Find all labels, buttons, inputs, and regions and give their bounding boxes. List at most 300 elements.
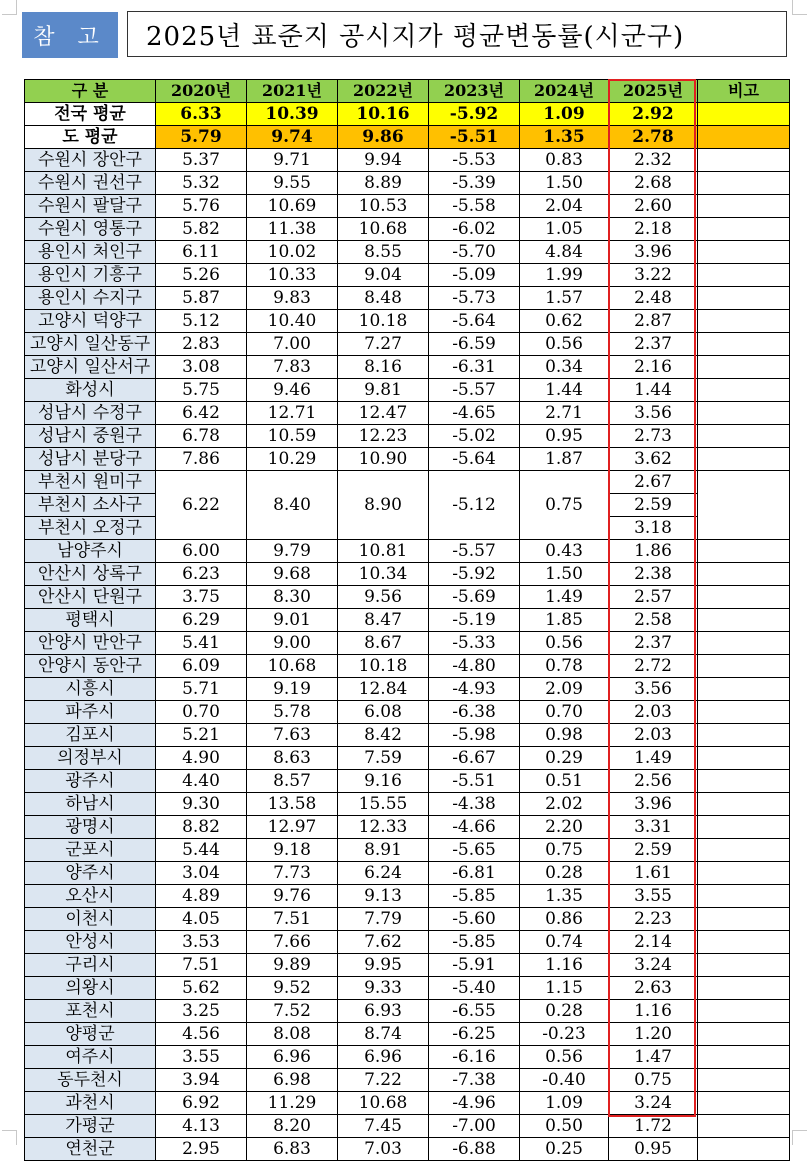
rate-cell: 2.03 [609,701,698,724]
rate-cell: 1.16 [609,1000,698,1023]
rate-cell: -6.88 [429,1138,520,1161]
region-name: 부천시 오정구 [25,517,156,540]
rate-cell: 4.90 [156,747,247,770]
note-cell [698,379,790,402]
rate-cell: 0.95 [520,425,609,448]
rate-cell: 2.37 [609,333,698,356]
rate-cell: 10.39 [247,103,338,126]
rate-cell: 2.02 [520,793,609,816]
note-cell [698,931,790,954]
rate-cell: -5.92 [429,563,520,586]
note-cell [698,770,790,793]
rate-cell: 12.33 [338,816,429,839]
note-cell [698,195,790,218]
rate-cell: -5.91 [429,954,520,977]
rate-cell: 6.93 [338,1000,429,1023]
rate-cell: 1.86 [609,540,698,563]
rate-cell: 9.33 [338,977,429,1000]
rate-cell: 8.82 [156,816,247,839]
rate-cell: 9.76 [247,885,338,908]
table-row [25,678,790,701]
rate-cell: 8.48 [338,287,429,310]
rate-cell: 2.59 [609,494,698,517]
rate-cell: 2.38 [609,563,698,586]
region-name: 연천군 [25,1138,156,1161]
header-2025: 2025년 [609,80,698,103]
region-name: 안양시 만안구 [25,632,156,655]
rate-cell: 3.04 [156,862,247,885]
rate-cell: 5.26 [156,264,247,287]
rate-cell: 12.97 [247,816,338,839]
rate-cell: 2.83 [156,333,247,356]
rate-cell: 4.56 [156,1023,247,1046]
rate-cell: -5.60 [429,908,520,931]
rate-cell: 3.56 [609,402,698,425]
rate-cell: 5.62 [156,977,247,1000]
rate-cell: 2.63 [609,977,698,1000]
region-name: 과천시 [25,1092,156,1115]
rate-cell: 1.57 [520,287,609,310]
region-name: 고양시 일산동구 [25,333,156,356]
rate-cell: -7.00 [429,1115,520,1138]
rate-cell: 0.34 [520,356,609,379]
rate-cell: 10.68 [338,218,429,241]
rate-cell: 7.03 [338,1138,429,1161]
rate-cell: -4.65 [429,402,520,425]
rate-cell: 9.04 [338,264,429,287]
rate-cell: -5.64 [429,310,520,333]
rate-cell: -5.09 [429,264,520,287]
rate-cell: -6.25 [429,1023,520,1046]
rate-cell: 6.23 [156,563,247,586]
rate-cell: 5.82 [156,218,247,241]
corner-mark-top-right [792,0,807,15]
rate-cell: -5.53 [429,149,520,172]
rate-cell: -6.81 [429,862,520,885]
rate-cell: 10.18 [338,310,429,333]
rate-cell: -5.40 [429,977,520,1000]
rate-cell: -4.96 [429,1092,520,1115]
rate-cell: 12.71 [247,402,338,425]
rate-cell: 10.68 [338,1092,429,1115]
rate-cell: 1.50 [520,563,609,586]
region-name: 수원시 권선구 [25,172,156,195]
table-row [25,1023,790,1046]
rate-cell: -5.51 [429,126,520,149]
rate-cell: 8.08 [247,1023,338,1046]
rate-cell: 7.45 [338,1115,429,1138]
rate-cell: 1.47 [609,1046,698,1069]
note-cell [698,655,790,678]
rate-cell: 3.94 [156,1069,247,1092]
rate-cell: 9.55 [247,172,338,195]
rate-cell: 10.68 [247,655,338,678]
table-row [25,885,790,908]
rate-cell: 3.75 [156,586,247,609]
region-name: 도 평균 [25,126,156,149]
note-cell [698,287,790,310]
rate-cell: 2.04 [520,195,609,218]
rate-cell: 1.20 [609,1023,698,1046]
rate-cell: 2.72 [609,655,698,678]
note-cell [698,333,790,356]
rate-cell: 5.76 [156,195,247,218]
table-row [25,839,790,862]
rate-cell: 4.40 [156,770,247,793]
rate-cell: 9.30 [156,793,247,816]
rate-cell: 5.21 [156,724,247,747]
rate-cell: 3.24 [609,954,698,977]
region-name: 화성시 [25,379,156,402]
rate-cell: 9.95 [338,954,429,977]
rate-cell: 5.78 [247,701,338,724]
rate-cell: 0.74 [520,931,609,954]
rate-cell: 7.52 [247,1000,338,1023]
region-name: 의왕시 [25,977,156,1000]
page-title: 2025년 표준지 공시지가 평균변동률(시군구) [127,11,787,57]
rate-cell: 6.96 [338,1046,429,1069]
rate-cell: 7.79 [338,908,429,931]
rate-cell: 3.96 [609,241,698,264]
rate-cell: 8.67 [338,632,429,655]
region-name: 고양시 덕양구 [25,310,156,333]
rate-cell: -0.23 [520,1023,609,1046]
rate-cell: 3.96 [609,793,698,816]
rate-cell: -5.57 [429,379,520,402]
rate-cell: 0.29 [520,747,609,770]
header-2023: 2023년 [429,80,520,103]
rate-cell: -6.38 [429,701,520,724]
rate-cell: 9.52 [247,977,338,1000]
rate-cell: 2.23 [609,908,698,931]
rate-cell: 10.18 [338,655,429,678]
rate-cell: 6.11 [156,241,247,264]
table-row [25,793,790,816]
rate-cell: 6.08 [338,701,429,724]
rate-cell: 2.60 [609,195,698,218]
region-name: 안성시 [25,931,156,954]
table-row [25,724,790,747]
table-row [25,287,790,310]
header-row [25,80,790,103]
region-name: 수원시 장안구 [25,149,156,172]
rate-cell: 2.20 [520,816,609,839]
table-row [25,1000,790,1023]
rate-cell: 8.20 [247,1115,338,1138]
note-cell [698,1000,790,1023]
rate-cell: 0.56 [520,333,609,356]
rate-cell: 2.87 [609,310,698,333]
rate-cell: -4.80 [429,655,520,678]
table-row [25,333,790,356]
note-cell [698,540,790,563]
rate-cell: 2.58 [609,609,698,632]
rate-cell: 4.84 [520,241,609,264]
rate-cell: 3.55 [609,885,698,908]
rate-cell: 10.81 [338,540,429,563]
table-row [25,195,790,218]
rate-cell: 3.56 [609,678,698,701]
note-cell [698,241,790,264]
rate-cell: 5.75 [156,379,247,402]
region-name: 수원시 영통구 [25,218,156,241]
corner-mark-bottom-left [2,1130,17,1145]
rate-cell: 5.71 [156,678,247,701]
merged-rate-cell: 6.22 [156,471,247,540]
note-cell [698,908,790,931]
note-cell [698,310,790,333]
rate-cell: 8.47 [338,609,429,632]
table-row [25,149,790,172]
land-price-table [24,79,790,1161]
rate-cell: 3.18 [609,517,698,540]
region-name: 하남시 [25,793,156,816]
table-row [25,1138,790,1161]
rate-cell: -5.64 [429,448,520,471]
note-cell [698,1023,790,1046]
rate-cell: 0.75 [609,1069,698,1092]
rate-cell: -5.85 [429,885,520,908]
rate-cell: 2.57 [609,586,698,609]
table-row [25,977,790,1000]
rate-cell: 10.90 [338,448,429,471]
table-row [25,540,790,563]
table-row [25,1092,790,1115]
region-name: 양평군 [25,1023,156,1046]
rate-cell: -5.85 [429,931,520,954]
rate-cell: -5.65 [429,839,520,862]
note-cell [698,1092,790,1115]
rate-cell: 2.95 [156,1138,247,1161]
note-cell [698,586,790,609]
rate-cell: 1.09 [520,103,609,126]
rate-cell: 9.81 [338,379,429,402]
rate-cell: 2.32 [609,149,698,172]
rate-cell: 1.72 [609,1115,698,1138]
rate-cell: 1.99 [520,264,609,287]
rate-cell: 2.92 [609,103,698,126]
rate-cell: 6.00 [156,540,247,563]
region-name: 구리시 [25,954,156,977]
note-cell [698,609,790,632]
rate-cell: 1.87 [520,448,609,471]
table-row [25,908,790,931]
rate-cell: 0.25 [520,1138,609,1161]
corner-mark-bottom-right [792,1130,807,1145]
rate-cell: 1.09 [520,1092,609,1115]
rate-cell: 0.98 [520,724,609,747]
rate-cell: 0.56 [520,632,609,655]
rate-cell: -6.16 [429,1046,520,1069]
rate-cell: 3.22 [609,264,698,287]
rate-cell: 9.83 [247,287,338,310]
region-name: 시흥시 [25,678,156,701]
table-row [25,655,790,678]
note-cell [698,149,790,172]
rate-cell: 12.23 [338,425,429,448]
rate-cell: 2.73 [609,425,698,448]
table-row [25,701,790,724]
region-name: 수원시 팔달구 [25,195,156,218]
rate-cell: 1.49 [520,586,609,609]
rate-cell: 8.42 [338,724,429,747]
rate-cell: 2.14 [609,931,698,954]
note-cell [698,448,790,471]
rate-cell: 10.02 [247,241,338,264]
rate-cell: 2.71 [520,402,609,425]
region-name: 군포시 [25,839,156,862]
note-cell [698,126,790,149]
rate-cell: 8.91 [338,839,429,862]
rate-cell: 9.19 [247,678,338,701]
table-row [25,1069,790,1092]
region-name: 용인시 기흥구 [25,264,156,287]
note-cell [698,264,790,287]
rate-cell: -6.67 [429,747,520,770]
region-name: 오산시 [25,885,156,908]
region-name: 성남시 분당구 [25,448,156,471]
rate-cell: 1.85 [520,609,609,632]
region-name: 용인시 처인구 [25,241,156,264]
rate-cell: 9.71 [247,149,338,172]
rate-cell: 1.16 [520,954,609,977]
rate-cell: 3.62 [609,448,698,471]
note-cell [698,839,790,862]
rate-cell: -4.93 [429,678,520,701]
note-cell [698,218,790,241]
note-cell [698,1115,790,1138]
note-cell [698,678,790,701]
rate-cell: -6.55 [429,1000,520,1023]
rate-cell: -5.39 [429,172,520,195]
note-cell [698,724,790,747]
rate-cell: 0.56 [520,1046,609,1069]
note-cell [698,632,790,655]
rate-cell: 8.16 [338,356,429,379]
region-name: 포천시 [25,1000,156,1023]
region-name: 성남시 중원구 [25,425,156,448]
rate-cell: 10.34 [338,563,429,586]
reference-badge: 참 고 [22,12,118,58]
table-row [25,632,790,655]
note-cell [698,701,790,724]
note-cell [698,1046,790,1069]
rate-cell: 6.83 [247,1138,338,1161]
note-cell [698,816,790,839]
rate-cell: 9.56 [338,586,429,609]
note-cell [698,103,790,126]
rate-cell: 2.78 [609,126,698,149]
rate-cell: -5.33 [429,632,520,655]
rate-cell: 11.29 [247,1092,338,1115]
rate-cell: 9.01 [247,609,338,632]
rate-cell: 7.62 [338,931,429,954]
table-row [25,402,790,425]
rate-cell: 2.09 [520,678,609,701]
note-cell [698,793,790,816]
rate-cell: 3.08 [156,356,247,379]
corner-mark-top-left [2,0,17,15]
rate-cell: 0.95 [609,1138,698,1161]
rate-cell: 9.79 [247,540,338,563]
note-cell [698,172,790,195]
rate-cell: 1.35 [520,885,609,908]
rate-cell: 6.24 [338,862,429,885]
table-row [25,471,790,494]
rate-cell: 3.24 [609,1092,698,1115]
region-name: 안산시 단원구 [25,586,156,609]
table-row [25,1046,790,1069]
rate-cell: -5.70 [429,241,520,264]
rate-cell: 4.05 [156,908,247,931]
region-name: 가평군 [25,1115,156,1138]
region-name: 광명시 [25,816,156,839]
rate-cell: 9.89 [247,954,338,977]
rate-cell: 8.57 [247,770,338,793]
rate-cell: 9.74 [247,126,338,149]
rate-cell: 9.68 [247,563,338,586]
rate-cell: 3.31 [609,816,698,839]
rate-cell: 8.63 [247,747,338,770]
rate-cell: 0.28 [520,862,609,885]
table-row [25,172,790,195]
region-name: 여주시 [25,1046,156,1069]
rate-cell: 4.89 [156,885,247,908]
rate-cell: 0.70 [156,701,247,724]
rate-cell: 9.94 [338,149,429,172]
note-cell [698,1138,790,1161]
region-name: 안양시 동안구 [25,655,156,678]
rate-cell: 5.41 [156,632,247,655]
rate-cell: 9.46 [247,379,338,402]
rate-cell: 6.78 [156,425,247,448]
table-row [25,448,790,471]
note-cell [698,402,790,425]
region-name: 용인시 수지구 [25,287,156,310]
region-name: 부천시 소사구 [25,494,156,517]
rate-cell: 6.33 [156,103,247,126]
rate-cell: 10.16 [338,103,429,126]
rate-cell: 1.61 [609,862,698,885]
note-cell [698,563,790,586]
rate-cell: 6.29 [156,609,247,632]
rate-cell: 6.96 [247,1046,338,1069]
rate-cell: 9.00 [247,632,338,655]
table-row [25,264,790,287]
rate-cell: 1.44 [520,379,609,402]
table-row [25,954,790,977]
rate-cell: 13.58 [247,793,338,816]
rate-cell: 1.49 [609,747,698,770]
region-name: 광주시 [25,770,156,793]
rate-cell: 10.29 [247,448,338,471]
rate-cell: 7.27 [338,333,429,356]
merged-rate-cell: -5.12 [429,471,520,540]
rate-cell: 10.33 [247,264,338,287]
rate-cell: 0.75 [520,839,609,862]
rate-cell: 7.51 [156,954,247,977]
rate-cell: 6.42 [156,402,247,425]
region-name: 동두천시 [25,1069,156,1092]
rate-cell: 5.79 [156,126,247,149]
rate-cell: 7.66 [247,931,338,954]
rate-cell: 5.44 [156,839,247,862]
table-row [25,241,790,264]
rate-cell: 8.55 [338,241,429,264]
rate-cell: 1.05 [520,218,609,241]
rate-cell: 3.55 [156,1046,247,1069]
rate-cell: 3.25 [156,1000,247,1023]
